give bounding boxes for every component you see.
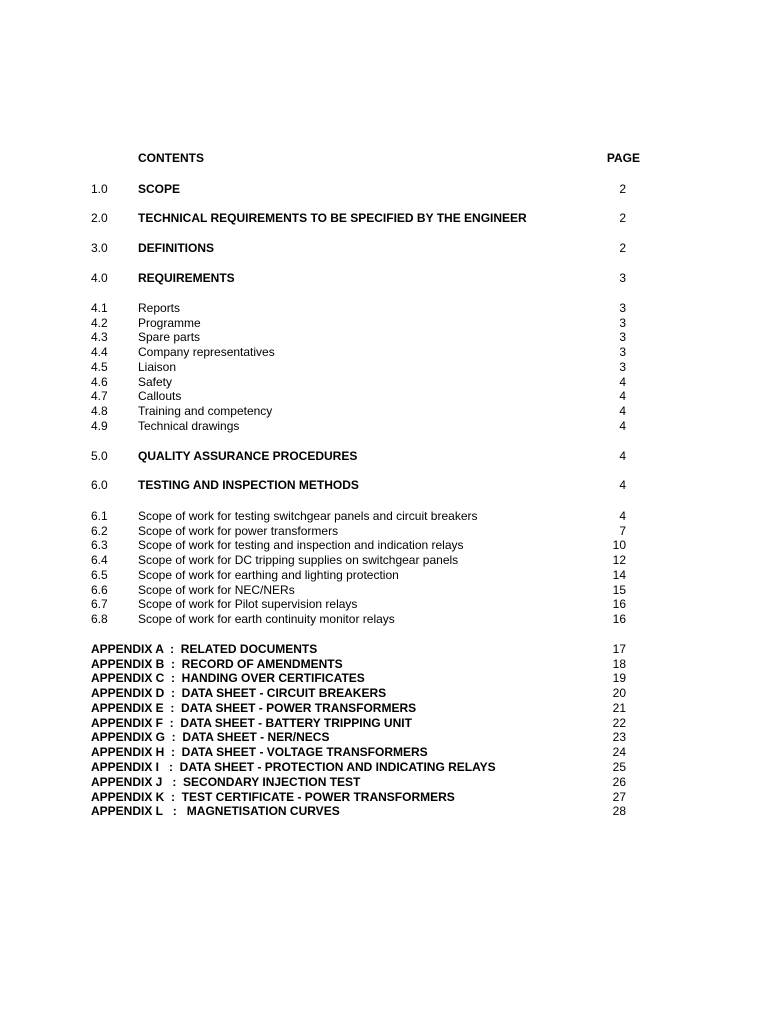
subsection-page: 16 <box>612 597 626 611</box>
toc-subsection-row <box>0 596 768 612</box>
subsection-number: 6.1 <box>91 509 108 523</box>
appendix-page: 17 <box>612 642 626 656</box>
toc-subsection-row <box>0 388 768 404</box>
section-title: SCOPE <box>138 182 181 196</box>
appendix-page: 26 <box>612 775 626 789</box>
subsection-page: 16 <box>612 612 626 626</box>
section-title: DEFINITIONS <box>138 241 215 255</box>
subsection-title: Callouts <box>138 389 182 403</box>
subsection-number: 6.3 <box>91 538 108 552</box>
section-page: 2 <box>619 241 626 255</box>
toc-subsection-row <box>0 418 768 434</box>
section-page: 2 <box>619 182 626 196</box>
subsection-title: Spare parts <box>138 330 201 344</box>
section-number: 5.0 <box>91 449 108 463</box>
subsection-number: 6.2 <box>91 524 108 538</box>
section-title: REQUIREMENTS <box>138 271 235 285</box>
section-number: 4.0 <box>91 271 108 285</box>
toc-appendix-row <box>0 774 768 790</box>
subsection-number: 4.4 <box>91 345 108 359</box>
subsection-title: Training and competency <box>138 404 273 418</box>
toc-appendix-row <box>0 641 768 657</box>
subsection-page: 3 <box>619 345 626 359</box>
appendix-page: 18 <box>612 657 626 671</box>
subsection-title: Scope of work for testing switchgear panels and circuit breakers <box>138 509 478 523</box>
subsection-title: Scope of work for NEC/NERs <box>138 583 295 597</box>
toc-appendix-row <box>0 759 768 775</box>
appendix-page: 23 <box>612 730 626 744</box>
toc-appendix-row <box>0 670 768 686</box>
section-page: 4 <box>619 478 626 492</box>
subsection-page: 12 <box>612 553 626 567</box>
appendix-title: APPENDIX L : MAGNETISATION CURVES <box>91 804 340 818</box>
toc-subsection-row <box>0 552 768 568</box>
toc-section-row <box>0 448 768 464</box>
subsection-title: Scope of work for power transformers <box>138 524 339 538</box>
subsection-number: 6.7 <box>91 597 108 611</box>
toc-appendix-row <box>0 744 768 760</box>
section-number: 2.0 <box>91 211 108 225</box>
subsection-page: 3 <box>619 316 626 330</box>
subsection-page: 3 <box>619 360 626 374</box>
toc-subsection-row <box>0 359 768 375</box>
subsection-number: 4.2 <box>91 316 108 330</box>
toc-section-row <box>0 240 768 256</box>
subsection-title: Safety <box>138 375 173 389</box>
section-title: QUALITY ASSURANCE PROCEDURES <box>138 449 358 463</box>
subsection-page: 4 <box>619 375 626 389</box>
subsection-title: Scope of work for Pilot supervision relays <box>138 597 358 611</box>
subsection-number: 4.3 <box>91 330 108 344</box>
appendix-page: 25 <box>612 760 626 774</box>
subsection-title: Scope of work for earthing and lighting protection <box>138 568 399 582</box>
section-number: 3.0 <box>91 241 108 255</box>
toc-subsection-row <box>0 403 768 419</box>
toc-subsection-row <box>0 611 768 627</box>
subsection-number: 4.8 <box>91 404 108 418</box>
subsection-title: Scope of work for earth continuity monitor relays <box>138 612 395 626</box>
toc-subsection-row <box>0 508 768 524</box>
toc-appendix-row <box>0 685 768 701</box>
subsection-number: 4.6 <box>91 375 108 389</box>
subsection-page: 10 <box>612 538 626 552</box>
subsection-number: 4.7 <box>91 389 108 403</box>
subsection-title: Scope of work for DC tripping supplies on switchgear panels <box>138 553 459 567</box>
subsection-page: 3 <box>619 301 626 315</box>
appendix-page: 19 <box>612 671 626 685</box>
subsection-page: 3 <box>619 330 626 344</box>
toc-section-row <box>0 477 768 493</box>
toc-appendix-row <box>0 729 768 745</box>
subsection-page: 15 <box>612 583 626 597</box>
toc-subsection-row <box>0 329 768 345</box>
subsection-title: Technical drawings <box>138 419 240 433</box>
subsection-title: Programme <box>138 316 201 330</box>
appendix-title: APPENDIX A : RELATED DOCUMENTS <box>91 642 318 656</box>
subsection-page: 4 <box>619 389 626 403</box>
section-number: 6.0 <box>91 478 108 492</box>
toc-subsection-row <box>0 537 768 553</box>
section-page: 3 <box>619 271 626 285</box>
appendix-page: 28 <box>612 804 626 818</box>
appendix-page: 24 <box>612 745 626 759</box>
contents-header-row <box>0 150 768 166</box>
subsection-title: Company representatives <box>138 345 275 359</box>
section-page: 2 <box>619 211 626 225</box>
subsection-title: Liaison <box>138 360 177 374</box>
toc-subsection-row <box>0 567 768 583</box>
subsection-page: 4 <box>619 419 626 433</box>
appendix-title: APPENDIX D : DATA SHEET - CIRCUIT BREAKERS <box>91 686 387 700</box>
subsection-number: 4.1 <box>91 301 108 315</box>
appendix-title: APPENDIX B : RECORD OF AMENDMENTS <box>91 657 343 671</box>
subsection-number: 4.5 <box>91 360 108 374</box>
appendix-page: 22 <box>612 716 626 730</box>
contents-heading: CONTENTS <box>138 151 204 165</box>
toc-section-row <box>0 210 768 226</box>
appendix-title: APPENDIX K : TEST CERTIFICATE - POWER TRANSFORMERS <box>91 790 455 804</box>
appendix-page: 20 <box>612 686 626 700</box>
appendix-title: APPENDIX H : DATA SHEET - VOLTAGE TRANSFORMERS <box>91 745 428 759</box>
subsection-page: 14 <box>612 568 626 582</box>
subsection-page: 4 <box>619 404 626 418</box>
section-title: TESTING AND INSPECTION METHODS <box>138 478 359 492</box>
subsection-title: Scope of work for testing and inspection and indication relays <box>138 538 464 552</box>
toc-section-row <box>0 181 768 197</box>
subsection-number: 4.9 <box>91 419 108 433</box>
page-column-heading: PAGE <box>606 151 640 165</box>
appendix-title: APPENDIX E : DATA SHEET - POWER TRANSFORMERS <box>91 701 417 715</box>
toc-appendix-row <box>0 803 768 819</box>
section-title: TECHNICAL REQUIREMENTS TO BE SPECIFIED BY THE ENGINEER <box>138 211 527 225</box>
subsection-title: Reports <box>138 301 181 315</box>
section-number: 1.0 <box>91 182 108 196</box>
appendix-page: 21 <box>612 701 626 715</box>
appendix-title: APPENDIX J : SECONDARY INJECTION TEST <box>91 775 361 789</box>
toc-subsection-row <box>0 300 768 316</box>
toc-subsection-row <box>0 344 768 360</box>
appendix-title: APPENDIX I : DATA SHEET - PROTECTION AND INDICATING RELAYS <box>91 760 496 774</box>
appendix-title: APPENDIX F : DATA SHEET - BATTERY TRIPPING UNIT <box>91 716 412 730</box>
subsection-number: 6.8 <box>91 612 108 626</box>
subsection-number: 6.5 <box>91 568 108 582</box>
subsection-page: 4 <box>619 509 626 523</box>
section-page: 4 <box>619 449 626 463</box>
subsection-page: 7 <box>619 524 626 538</box>
toc-section-row <box>0 270 768 286</box>
appendix-title: APPENDIX C : HANDING OVER CERTIFICATES <box>91 671 365 685</box>
subsection-number: 6.4 <box>91 553 108 567</box>
toc-appendix-row <box>0 700 768 716</box>
appendix-title: APPENDIX G : DATA SHEET - NER/NECS <box>91 730 330 744</box>
subsection-number: 6.6 <box>91 583 108 597</box>
appendix-page: 27 <box>612 790 626 804</box>
